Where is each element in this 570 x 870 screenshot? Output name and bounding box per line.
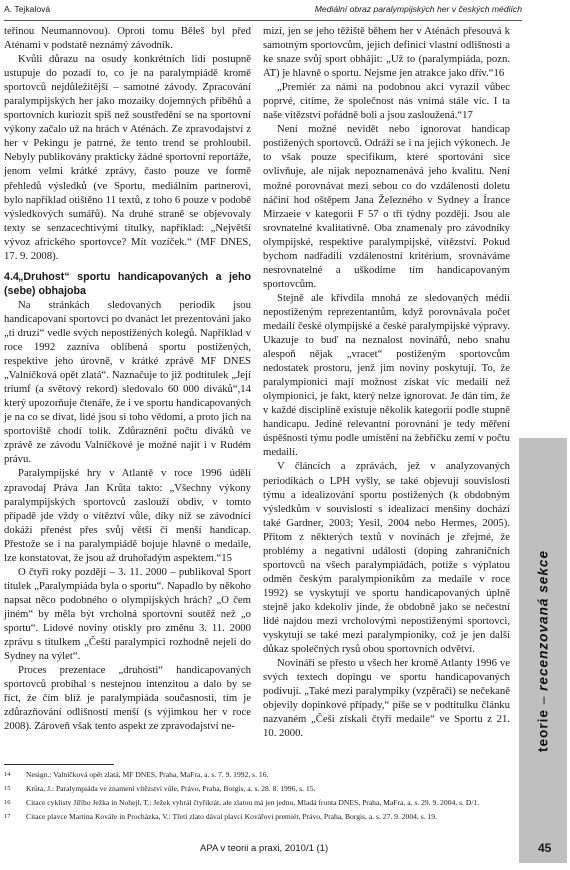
footnote-number: 15: [4, 785, 11, 792]
paragraph: mizí, jen se jeho těžiště během her v Aténách přesouvá k samotným sportovcům, jejich definici vlastní odlišnosti a ke snaze svůj sport obhájit: „Už to (paralympiáda, pozn. AT) je hlavně o sportu. Nejsme jen atrakce jako dřív.“16: [263, 25, 510, 80]
section-sidebar: [519, 438, 567, 863]
footnote-text: Citace cyklisty Jiřího Ježka in Nohejl, T.: Ježek vyhrál čtyřikrát, ale zlatou má jen jednu, Mladá fronta DNES, Praha, MaFra, a. s. 29. 9. 2004, s. D/1.: [26, 798, 480, 807]
footnote: [4, 784, 512, 794]
header-rule: [4, 20, 522, 21]
footnote-rule: [4, 764, 114, 765]
footer-journal: APA v teorii a praxi, 2010/1 (1): [200, 843, 329, 854]
footnote: [4, 798, 512, 808]
sidebar-label: [536, 549, 551, 751]
left-column: [4, 24, 251, 733]
paragraph: Kvůli důrazu na osudy konkrétních lidí postupně ustupuje do pozadí to, co je na paralympiádě kromě sportovců nejdůležitější – samotné závody. Zpracování paralympijských her jako mozaiky dojemných příběhů a sportovních kuriozit spíš než soustředění se na sportovní výkony začalo už na hrách v Aténách. Ze zpravodajství z her v Pekingu je patrné, že tento trend se prohloubil. Nebyly publikovány prakticky žádné sportovní reportáže, jenom velmi krátké zprávy, často pouze ve formě přehledů výsledků (ve Sportu, mediálním partnerovi, bylo například otištěno 11 textů, z toho 6 pouze v podobě výsledkových sumářů). Na druhé straně se objevovaly texty se senzacechtivými titulky, například: „Největší vývoz afrického sportovce? Mít vozíček.“ (MF DNES, 17. 9. 2008).: [4, 53, 251, 262]
paragraph: Paralympijské hry v Atlantě v roce 1996 údělí zpravodaj Práva Jan Krůta takto: „Všechny výkony paralympijských sportovců zaslouží obdiv, v tomto případě jde vždy o vítěztví vůle, díky níž se závodníci dokáží přenést přes svůj větší či menší handicap. Přestože se i na paralympiádě bojuje hlavně o medaile, lze konstatovat, že jsou až druhořadým aspektem.“15: [4, 467, 251, 564]
sidebar-part1: teorie: [535, 708, 551, 752]
footnote: [4, 770, 512, 780]
paragraph: Proces prezentace „druhosti“ handicapovaných sportovců probíhal s nestejnou intenzitou a dalo by se říct, že čím blíž je paralympiáda současnosti, tím je zdůrazňování odlišností menší (s výjimkou her v roce 2008). Zároveň však tento aspekt ze zpravodajství ne-: [4, 664, 251, 733]
paragraph: V článcích a zprávách, jež v analyzovaných periodikách o LPH vyšly, se také objevují souvislosti týmu a idealizování sportu postižených (k obdobným výsledkům v souvislosti s idealizací menšiny dochází také Gardner, 2003; Yesil, 2004 nebo Hermes, 2005). Přitom z některých textů v novinách je zřejmé, že problémy a negativní události (doping zahraničních sportovců na všech paralympiádách, potíže s výplatou odměn českým paralympionikům za medaile v roce 1992) se vyskytují ve sportu handicapovaných úplně stejně jako kdekoliv jinde, že obdobně jako se nečestní lidé najdou mezi vrcholovými nepostiženými sportovci, vyskytují se také mezi paralympioniky, což je jen další důkaz společných rysů obou sportovních odvětví.: [263, 460, 510, 656]
right-column: [263, 24, 510, 740]
paragraph: Stejně ale křivdila mnohá ze sledovaných médií nepostiženým reprezentantům, když porovnávala počet medailí české olympijské a české paralympijské výpravy. Ukazuje to buď na neznalost novinářů, nebo snahu alespoň nějak „vracet“ postiženým sportovcům nedostatek prostoru, jenž jim noviny poskytují. To, že paralympionici mají možnost získat víc medailí než olympionici, je fakt, který nelze ignorovat. Je dán tím, že v každé disciplíně existuje několik kategorií podle stupně handicapu. Jediné relevantní porovnání je tedy měření úspěšnosti týmu podle umístění na žebříčku zemí v počtu medailí.: [263, 291, 510, 459]
section-heading: [4, 270, 251, 298]
paragraph: Novináři se přesto u všech her kromě Atlanty 1996 ve svých textech dopingu ve sportu handicapovaných podivují. „Také mezi paralympiky (vzpěrači) se nečekaně objevily dopinkové případy,“ píše se v podtitulku článku nazvaném „Češi získali čtyři medaile“ ve Sportu z 21. 10. 2000.: [263, 657, 510, 740]
header-title: Mediální obraz paralympijských her v českých médiích: [314, 4, 522, 14]
footnote-number: 17: [4, 813, 11, 820]
paragraph: teřinou Neumannovou). Oproti tomu Běleš byl před Aténami v podstatě neznámý závodník.: [4, 25, 251, 52]
sidebar-part2: recenzovaná sekce: [535, 549, 551, 691]
paragraph: Na stránkách sledovaných periodik jsou handicapovaní sportovci po dvanáct let prezentováni jako „ti druzí“ vedle svých nepostižených kolegů. Například v roce 1992 zazníva oblíbená sportu postižených, respektive jeho úrovně, v krátké zprávě MF DNES „Valníčková opět zlatá“. Naznačuje to již podtitulek „Její triumf (a světový rekord) sledovalo 60 000 diváků“,14 který upozorňuje čtenáře, že i ve sportu handicapovaných je na co se dívat, lidé jsou si toho vědomi, a proto jich na sportoviště chodí tolik. Zdůraznění počtu diváků ve zprávě ze závodu Valníčkové je možné najít i v Rudém právu.: [4, 298, 251, 466]
paragraph: Není možné nevidět nebo ignorovat handicap postižených sportovců. Odráží se i na jejich výkonech. Je to však pouze specifikum, které sportování sice ovlivňuje, ale nijak nepoznamenává jeho kvalitu. Není možné porovnávat mezi sebou co do vzdálenosti doletu náčiní hod oštěpem Jana Železného v Sydney a Írance Mirzaeie v kategorii F 57 o tři týdny později. Jsou ale srovnatelné kvalitativně. Oba znamenaly pro závodníky olympijské, respektive paralympijské, vítězství. Pokud bychom nadřadili vzdálenostní kritérium, srovnáváme nesrovnatelné a uškodíme tím handicapovaným sportovcům.: [263, 123, 510, 290]
paragraph: „Premiér za námi na podobnou akci vyrazil vůbec poprvé, cítíme, že společnost nás vnímá stále víc. I ta naše vítězství pořádně boli a jsou zasloužená.“17: [263, 81, 510, 122]
footnote-number: 16: [4, 799, 11, 806]
page-number: 45: [538, 841, 552, 855]
footnote-text: Krůta, J.: Paralympiáda ve znamení vítězství vůle, Právo, Praha, Borgis, a. s. 28. 8. 1996, s. 15.: [26, 784, 316, 793]
sidebar-sep: –: [535, 690, 551, 709]
section-number: 4.4: [4, 270, 19, 283]
paragraph: O čtyři roky později – 3. 11. 2000 – publikoval Sport titulek „Paralympiáda byla o sportu“. Napadlo by někoho napsat něco podobného o olympijských hrách? „O čem jiném“ by měla být vrcholná sportovní soutěž než „o sportu“. Lidové noviny otiskly pro změnu 3. 11. 2000 zprávu s titulkem „Čeští paralympici rozhodně nejeli do Sydney na výlet“.: [4, 565, 251, 663]
running-header: [4, 4, 522, 18]
section-title: „Druhost“ sportu handicapovaných a jeho (sebe) obhajoba: [4, 270, 251, 297]
footnote-text: Citace plavce Martina Kováře in Procházka, V.: Třetí zlato dával plavci Kovářovi premiér, Právo, Praha, Borgis, a. s. 27. 9. 2004, s. 19.: [26, 812, 437, 821]
footnote-text: Nesign.: Valníčková opět zlatá, MF DNES, Praha, MaFra, a. s. 7. 9. 1992, s. 16.: [26, 770, 269, 779]
footnotes: [4, 770, 512, 826]
footnote-number: 14: [4, 771, 11, 778]
footnote: [4, 812, 512, 822]
header-author: A. Tejkalová: [4, 4, 51, 14]
